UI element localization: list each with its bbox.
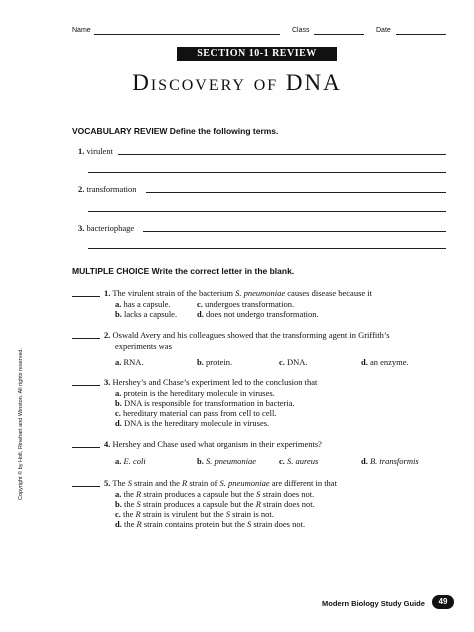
- answer-blank[interactable]: [72, 486, 100, 487]
- option: a. protein is the hereditary molecule in viruses.: [115, 388, 275, 398]
- vocab-heading-rest: Define the following terms.: [169, 126, 279, 136]
- option: d. the R strain contains protein but the S strain does not.: [115, 519, 306, 529]
- question-text-cont: experiments was: [115, 341, 172, 351]
- question-text: The S strain and the R strain of S. pneumoniae are different in that: [112, 478, 337, 488]
- vocab-item: 3. bacteriophage: [78, 223, 135, 233]
- class-label: Class: [292, 27, 310, 34]
- option: d. B. transformis: [361, 456, 419, 466]
- vocab-term: bacteriophage: [86, 223, 135, 233]
- answer-blank[interactable]: [72, 447, 100, 448]
- option: a. the R strain produces a capsule but the S strain does not.: [115, 489, 315, 499]
- answer-line[interactable]: [118, 154, 446, 155]
- question-text: The virulent strain of the bacterium S. pneumoniae causes disease because it: [112, 288, 373, 298]
- page-number: 49: [432, 595, 454, 609]
- option: b. lacks a capsule.: [115, 309, 178, 319]
- option: a. E. coli: [115, 456, 146, 466]
- copyright-notice: Copyright © by Holt, Rinehart and Winston. All rights reserved.: [18, 347, 24, 500]
- question-3: 3. Hershey’s and Chase’s experiment led to the conclusion that: [104, 377, 318, 387]
- option: d. DNA is the hereditary molecule in viruses.: [115, 418, 270, 428]
- mc-heading: [72, 266, 294, 276]
- question-1: 1. The virulent strain of the bacterium S. pneumoniae causes disease because it: [104, 288, 373, 298]
- answer-blank[interactable]: [72, 296, 100, 297]
- date-line[interactable]: [396, 34, 446, 35]
- answer-line[interactable]: [146, 192, 446, 193]
- option: c. the R strain is virulent but the S strain is not.: [115, 509, 274, 519]
- footer-book-title: Modern Biology Study Guide: [322, 599, 425, 608]
- vocab-item: 1. virulent: [78, 146, 113, 156]
- option: a. RNA.: [115, 357, 144, 367]
- option: b. DNA is responsible for transformation in bacteria.: [115, 398, 295, 408]
- option: c. undergoes transformation.: [197, 299, 295, 309]
- question-2: 2. Oswald Avery and his colleagues showed that the transforming agent in Griffith’s: [104, 330, 390, 340]
- vocab-heading: [72, 126, 278, 136]
- vocab-term: virulent: [86, 146, 113, 156]
- option: d. an enzyme.: [361, 357, 409, 367]
- option: c. DNA.: [279, 357, 308, 367]
- question-text: Hershey and Chase used what organism in their experiments?: [112, 439, 322, 449]
- option: c. hereditary material can pass from cell to cell.: [115, 408, 277, 418]
- question-text: Oswald Avery and his colleagues showed that the transforming agent in Griffith’s: [112, 330, 390, 340]
- mc-heading-rest: Write the correct letter in the blank.: [151, 266, 295, 276]
- answer-line[interactable]: [88, 248, 446, 249]
- mc-heading-bold: MULTIPLE CHOICE: [72, 266, 150, 276]
- option: d. does not undergo transformation.: [197, 309, 319, 319]
- page-title: Discovery of DNA: [132, 70, 342, 95]
- vocab-item: 2. transformation: [78, 184, 137, 194]
- date-label: Date: [376, 27, 391, 34]
- option: b. the S strain produces a capsule but the R strain does not.: [115, 499, 315, 509]
- option: b. protein.: [197, 357, 233, 367]
- vocab-term: transformation: [86, 184, 137, 194]
- answer-line[interactable]: [88, 211, 446, 212]
- name-line[interactable]: [94, 34, 280, 35]
- question-text: Hershey’s and Chase’s experiment led to the conclusion that: [112, 377, 318, 387]
- section-banner: SECTION 10-1 REVIEW: [177, 47, 337, 61]
- option: c. S. aureus: [279, 456, 319, 466]
- vocab-heading-bold: VOCABULARY REVIEW: [72, 126, 168, 136]
- answer-blank[interactable]: [72, 338, 100, 339]
- name-label: Name: [72, 27, 91, 34]
- answer-line[interactable]: [88, 172, 446, 173]
- option: a. has a capsule.: [115, 299, 171, 309]
- option: b. S. pneumoniae: [197, 456, 257, 466]
- answer-blank[interactable]: [72, 385, 100, 386]
- question-4: 4. Hershey and Chase used what organism in their experiments?: [104, 439, 322, 449]
- question-5: 5. The S strain and the R strain of S. pneumoniae are different in that: [104, 478, 337, 488]
- answer-line[interactable]: [143, 231, 446, 232]
- class-line[interactable]: [314, 34, 364, 35]
